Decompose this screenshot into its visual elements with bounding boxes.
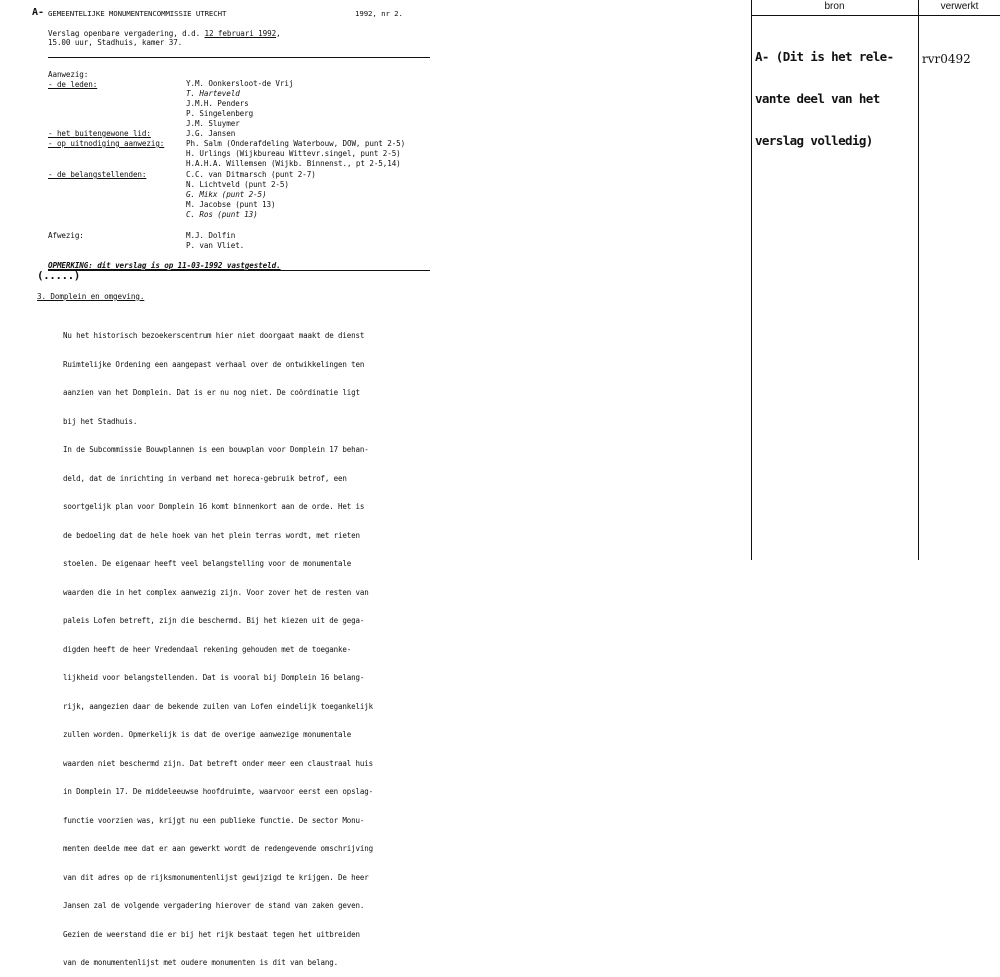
paragraph-line: menten deelde mee dat er aan gewerkt wordt de redengevende omschrijving	[63, 844, 373, 853]
section-paragraph	[63, 312, 373, 977]
group-label-extra-member: - het buitengewone lid:	[48, 129, 151, 138]
invited-name: Ph. Salm (Onderafdeling Waterbouw, DOW, punt 2-5)	[186, 139, 406, 148]
member-name: J.M. Sluymer	[186, 119, 240, 128]
invited-name: H. Urlings (Wijkbureau Wittevr.singel, punt 2-5)	[186, 149, 401, 158]
paragraph-line: Nu het historisch bezoekerscentrum hier niet doorgaat maakt de dienst	[63, 331, 365, 340]
paragraph-line: In de Subcommissie Bouwplannen is een bouwplan voor Domplein 17 behan-	[63, 445, 369, 454]
org-header: GEMEENTELIJKE MONUMENTENCOMMISSIE UTRECHT	[48, 9, 227, 18]
paragraph-line: functie voorzien was, krijgt nu een publieke functie. De sector Monu-	[63, 815, 365, 825]
paragraph-line: waarden niet beschermd zijn. Dat betreft onder meer een claustraal huis	[63, 758, 373, 768]
invited-name: H.A.H.A. Willemsen (Wijkb. Binnenst., pt 2-5,14)	[186, 159, 401, 168]
extra-member-name: J.G. Jansen	[186, 129, 236, 138]
paragraph-line: digden heeft de heer Vredendaal rekening gehouden met de toeganke-	[63, 644, 352, 654]
present-label: Aanwezig:	[48, 70, 89, 79]
member-name: J.M.H. Penders	[186, 99, 249, 108]
col-header-bron: bron	[824, 1, 845, 12]
absent-label: Afwezig:	[48, 231, 84, 240]
meeting-line-2: 15.00 uur, Stadhuis, kamer 37.	[48, 38, 183, 47]
paragraph-line: van de monumentenlijst met oudere monumenten is dit van belang.	[63, 958, 339, 967]
adoption-note: OPMERKING: dit verslag is op 11-03-1992 vastgesteld.	[48, 261, 281, 270]
absent-name: M.J. Dolfin	[186, 231, 236, 240]
col-header-verwerkt: verwerkt	[940, 1, 979, 12]
member-name: P. Singelenberg	[186, 109, 254, 118]
note-rule	[48, 270, 430, 271]
ellipsis-mark: (.....)	[37, 269, 80, 282]
paragraph-line: de bedoeling dat de hele hoek van het plein terras wordt, met rieten	[63, 530, 360, 540]
member-name: T. Harteveld	[186, 89, 240, 98]
margin-mark-a: A-	[32, 7, 45, 18]
meeting-line-1: Verslag openbare vergadering, d.d. 12 februari 1992,	[48, 29, 281, 38]
bron-line: A- (Dit is het rele-	[755, 49, 894, 64]
paragraph-line: in Domplein 17. De middeleeuwse hoofdruimte, waarvoor eerst een opslag-	[63, 787, 373, 796]
paragraph-line: rijk, aangezien daar de bekende zuilen van Lofen eindelijk toegankelijk	[63, 701, 373, 711]
interested-name: C. Ros (punt 13)	[186, 210, 258, 219]
paragraph-line: aanzien van het Domplein. Dat is er nu nog niet. De coördinatie ligt	[63, 388, 360, 397]
bron-line: vante deel van het	[755, 91, 880, 106]
side-table-mid-border	[918, 0, 919, 560]
paragraph-line: deld, dat de inrichting in verband met horeca-gebruik betrof, een	[63, 473, 347, 483]
absent-name: P. van Vliet.	[186, 241, 245, 250]
verwerkt-code: rvr0492	[922, 52, 971, 66]
interested-name: G. Mikx (punt 2-5)	[186, 190, 267, 199]
interested-name: N. Lichtveld (punt 2-5)	[186, 180, 289, 189]
paragraph-line: paleis Lofen betreft, zijn die beschermd. Bij het kiezen uit de gega-	[63, 616, 365, 625]
paragraph-line: zullen worden. Opmerkelijk is dat de overige aanwezige monumentale	[63, 730, 352, 739]
member-name: Y.M. Oonkersloot-de Vrij	[186, 79, 294, 88]
bron-line: verslag volledig)	[755, 133, 873, 148]
bron-note	[755, 22, 894, 162]
paragraph-line: Ruimtelijke Ordening een aangepast verhaal over de ontwikkelingen ten	[63, 359, 365, 369]
paragraph-line: waarden die in het complex aanwezig zijn. Voor zover het de resten van	[63, 587, 369, 597]
paragraph-line: stoelen. De eigenaar heeft veel belangstelling voor de monumentale	[63, 559, 352, 568]
paragraph-line: van dit adres op de rijksmonumentenlijst gewijzigd te krijgen. De heer	[63, 872, 369, 882]
group-label-members: - de leden:	[48, 80, 98, 89]
side-table-header-rule	[751, 15, 1000, 16]
interested-name: M. Jacobse (punt 13)	[186, 200, 276, 209]
year-number: 1992, nr 2.	[355, 9, 403, 18]
paragraph-line: lijkheid voor belangstellenden. Dat is vooral bij Domplein 16 belang-	[63, 673, 365, 682]
interested-name: C.C. van Ditmarsch (punt 2-7)	[186, 170, 316, 179]
group-label-interested: - de belangstellenden:	[48, 170, 147, 179]
group-label-invited: - op uitnodiging aanwezig:	[48, 139, 165, 148]
paragraph-line: bij het Stadhuis.	[63, 416, 138, 426]
paragraph-line: soortgelijk plan voor Domplein 16 komt binnenkort aan de orde. Het is	[63, 502, 365, 511]
side-table-left-border	[751, 0, 752, 560]
header-rule	[48, 57, 430, 58]
section-title: 3. Domplein en omgeving.	[37, 292, 145, 301]
paragraph-line: Gezien de weerstand die er bij het rijk bestaat tegen het uitbreiden	[63, 929, 360, 939]
paragraph-line: Jansen zal de volgende vergadering hierover de stand van zaken geven.	[63, 901, 365, 910]
